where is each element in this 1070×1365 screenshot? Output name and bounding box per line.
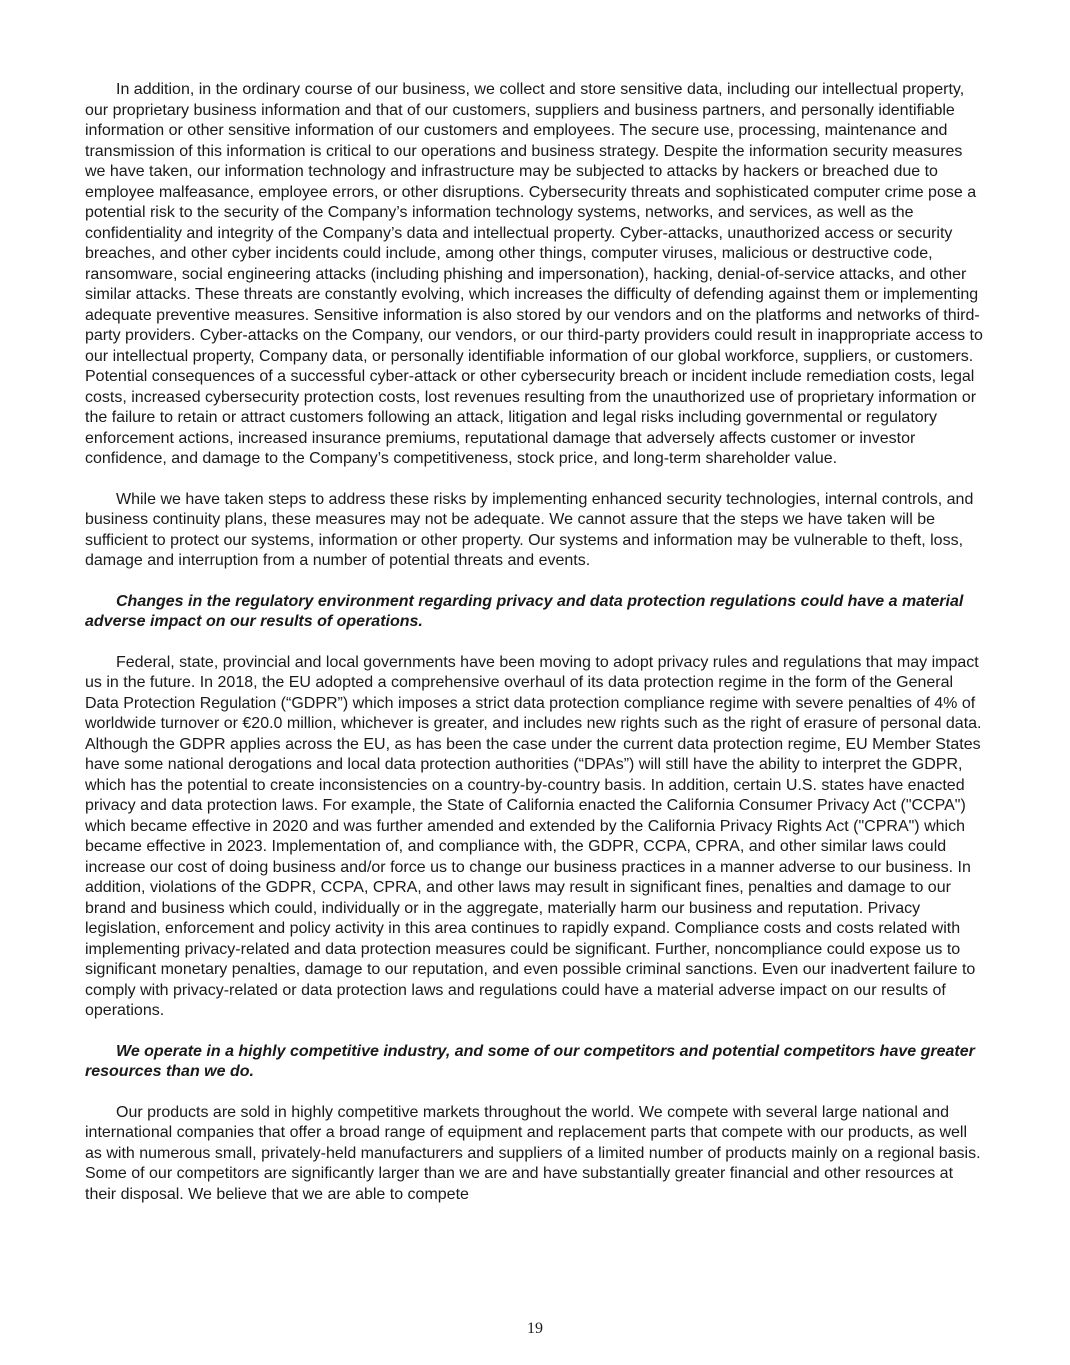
paragraph-cybersecurity-data: In addition, in the ordinary course of our business, we collect and store sensitive data, including our intellectual property, our proprietary business information and that of our customers, suppliers and business partners, and personally identifiable information or other sensitive information of our customers and employees. The secure use, processing, maintenance and transmission of this information is critical to our operations and business strategy. Despite the information security measures we have taken, our information technology and infrastructure may be subjected to attacks by hackers or breached due to employee malfeasance, employee errors, or other disruptions. Cybersecurity threats and sophisticated computer crime pose a potential risk to the security of the Company’s information technology systems, networks, and services, as well as the confidentiality and integrity of the Company’s data and intellectual property. Cyber-attacks, unauthorized access or security breaches, and other cyber incidents could include, among other things, computer viruses, malicious or destructive code, ransomware, social engineering attacks (including phishing and impersonation), hacking, denial-of-service attacks, and other similar attacks. These threats are constantly evolving, which increases the difficulty of defending against them or implementing adequate preventive measures. Sensitive information is also stored by our vendors and on the platforms and networks of third-party providers. Cyber-attacks on the Company, our vendors, or our third-party providers could result in inappropriate access to our intellectual property, Company data, or personally identifiable information of our global workforce, suppliers, or customers. Potential consequences of a successful cyber-attack or other cybersecurity breach or incident include remediation costs, legal costs, increased cybersecurity protection costs, lost revenues resulting from the unauthorized use of proprietary information or the failure to retain or attract customers following an attack, litigation and legal risks including governmental or regulatory enforcement actions, increased insurance premiums, reputational damage that adversely affects customer or investor confidence, and damage to the Company’s competitiveness, stock price, and long-term shareholder value. [85,81,983,467]
paragraph-security-measures: While we have taken steps to address these risks by implementing enhanced security technologies, internal controls, and business continuity plans, these measures may not be adequate. We cannot assure that the steps we have taken will be sufficient to protect our systems, information or other property. Our systems and information may be vulnerable to theft, loss, damage and interruption from a number of potential threats and events. [85,490,974,569]
paragraph-privacy-laws: Federal, state, provincial and local governments have been moving to adopt privacy rules and regulations that may impact us in the future. In 2018, the EU adopted a comprehensive overhaul of its data protection regime in the form of the General Data Protection Regulation (“GDPR”) which imposes a strict data protection compliance regime with severe penalties of 4% of worldwide turnover or €20.0 million, whichever is greater, and includes new rights such as the right of erasure of personal data. Although the GDPR applies across the EU, as has been the case under the current data protection regime, EU Member States have some national derogations and local data protection authorities (“DPAs”) will still have the ability to interpret the GDPR, which has the potential to create inconsistencies on a country-by-country basis. In addition, certain U.S. states have enacted privacy and data protection laws. For example, the State of California enacted the California Consumer Privacy Act ("CCPA") which became effective in 2020 and was further amended and extended by the California Privacy Rights Act ("CPRA") which became effective in 2023. Implementation of, and compliance with, the GDPR, CCPA, CPRA, and other similar laws could increase our cost of doing business and/or force us to change our business practices in a manner adverse to our business. In addition, violations of the GDPR, CCPA, CPRA, and other laws may result in significant fines, penalties and damage to our brand and business which could, individually or in the aggregate, materially harm our business and reputation. Privacy legislation, enforcement and policy activity in this area continues to rapidly expand. Compliance costs and costs related with implementing privacy-related and data protection measures could be significant. Further, noncompliance could expose us to significant monetary penalties, damage to our reputation, and even possible criminal sanctions. Even our inadvertent failure to comply with privacy-related or data protection laws and regulations could have a material adverse impact on our results of operations. [85,653,982,1019]
heading-competitive-industry: We operate in a highly competitive industry, and some of our competitors and potential competitors have greater resources than we do. [85,1042,975,1080]
page-number: 19 [527,1320,543,1337]
heading-privacy-regulation: Changes in the regulatory environment regarding privacy and data protection regulations could have a material adverse impact on our results of operations. [85,592,964,630]
document-body [85,80,985,1205]
paragraph-competition: Our products are sold in highly competitive markets throughout the world. We compete with several large national and international companies that offer a broad range of equipment and replacement parts that compete with our products, as well as with numerous small, privately-held manufacturers and suppliers of a limited number of products mainly on a regional basis. Some of our competitors are significantly larger than we are and have substantially greater financial and other resources at their disposal. We believe that we are able to compete [85,1103,981,1203]
